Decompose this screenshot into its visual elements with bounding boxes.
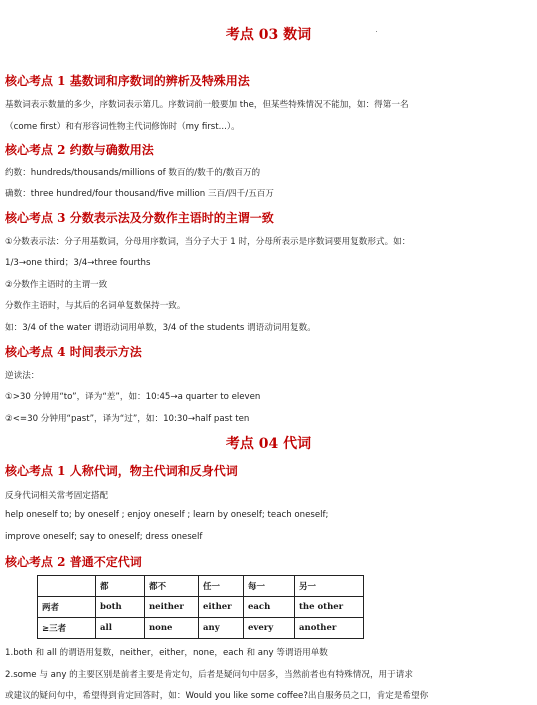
table-cell: the other bbox=[295, 597, 364, 618]
paragraph-line: 基数词表示数量的多少，序数词表示第几。序数词前一般要加 the，但某些特殊情况不能加，如：得第一名 bbox=[5, 100, 409, 110]
table-cell: another bbox=[295, 618, 364, 639]
paragraph-line: 1/3→one third；3/4→three fourths bbox=[5, 258, 151, 268]
table-cell: any bbox=[199, 618, 244, 639]
heading-core-point-3: 核心考点 3 分数表示法及分数作主语时的主谓一致 bbox=[5, 211, 274, 225]
indefinite-pronoun-table bbox=[37, 575, 364, 639]
table-cell: neither bbox=[145, 597, 199, 618]
table-cell: every bbox=[244, 618, 295, 639]
heading-core-point-1: 核心考点 1 基数词和序数词的辨析及特殊用法 bbox=[5, 74, 250, 88]
table-cell: 每一 bbox=[244, 576, 295, 597]
paragraph-line: 反身代词相关常考固定搭配 bbox=[5, 491, 109, 501]
table-cell: 两者 bbox=[38, 597, 96, 618]
table-cell: ≥三者 bbox=[38, 618, 96, 639]
table-cell: none bbox=[145, 618, 199, 639]
heading-core-point-4: 核心考点 4 时间表示方法 bbox=[5, 345, 142, 359]
paragraph-line: improve oneself; say to oneself; dress oneself bbox=[5, 532, 203, 542]
paragraph-line: 或建议的疑问句中，希望得到肯定回答时，如：Would you like some coffee?出自服务员之口，肯定是希望你 bbox=[5, 691, 429, 701]
table-cell: either bbox=[199, 597, 244, 618]
paragraph-line: help oneself to; by oneself ; enjoy oneself ; learn by oneself; teach oneself; bbox=[5, 510, 329, 520]
paragraph-line: 如：3/4 of the water 谓语动词用单数，3/4 of the students 谓语动词用复数。 bbox=[5, 323, 316, 333]
paragraph-line: 约数：hundreds/thousands/millions of 数百的/数千的/数百万的 bbox=[5, 168, 261, 178]
heading-core-point-2: 核心考点 2 约数与确数用法 bbox=[5, 143, 154, 157]
table-cell: all bbox=[96, 618, 145, 639]
paragraph-line: ②<=30 分钟用“past”，译为“过”，如：10:30→half past ten bbox=[5, 414, 250, 424]
table-cell: 另一 bbox=[295, 576, 364, 597]
table-cell: 任一 bbox=[199, 576, 244, 597]
section-title-pronouns: 考点 04 代词 bbox=[225, 436, 312, 452]
paragraph-line: ②分数作主语时的主谓一致 bbox=[5, 280, 108, 290]
paragraph-line: ①分数表示法：分子用基数词，分母用序数词，当分子大于 1 时，分母所表示是序数词要用复数形式。如： bbox=[5, 237, 411, 247]
paragraph-line: ①>30 分钟用“to”，译为“差”，如：10:45→a quarter to eleven bbox=[5, 392, 261, 402]
table-row bbox=[38, 618, 364, 639]
table-header-row bbox=[38, 576, 364, 597]
table-cell: each bbox=[244, 597, 295, 618]
table-cell: 都 bbox=[96, 576, 145, 597]
table-cell: 都不 bbox=[145, 576, 199, 597]
paragraph-line: 逆读法： bbox=[5, 371, 40, 381]
paragraph-line: （come first）和有形容词性物主代词修饰时（my first...）。 bbox=[5, 122, 240, 132]
paragraph-line: 1.both 和 all 的谓语用复数，neither，either，none，each 和 any 等谓语用单数 bbox=[5, 648, 328, 658]
section-title-numerals: 考点 03 数词 bbox=[225, 27, 312, 43]
paragraph-line: 分数作主语时，与其后的名词单复数保持一致。 bbox=[5, 301, 186, 311]
paragraph-line: 2.some 与 any 的主要区别是前者主要是肯定句，后者是疑问句中居多，当然前者也有特殊情况，用于请求 bbox=[5, 670, 413, 680]
table-cell bbox=[38, 576, 96, 597]
paragraph-line: 确数：three hundred/four thousand/five million 三百/四千/五百万 bbox=[5, 189, 274, 199]
table-cell: both bbox=[96, 597, 145, 618]
heading-pronoun-core-point-2: 核心考点 2 普通不定代词 bbox=[5, 555, 142, 569]
table-row bbox=[38, 597, 364, 618]
heading-pronoun-core-point-1: 核心考点 1 人称代词，物主代词和反身代词 bbox=[5, 464, 238, 478]
